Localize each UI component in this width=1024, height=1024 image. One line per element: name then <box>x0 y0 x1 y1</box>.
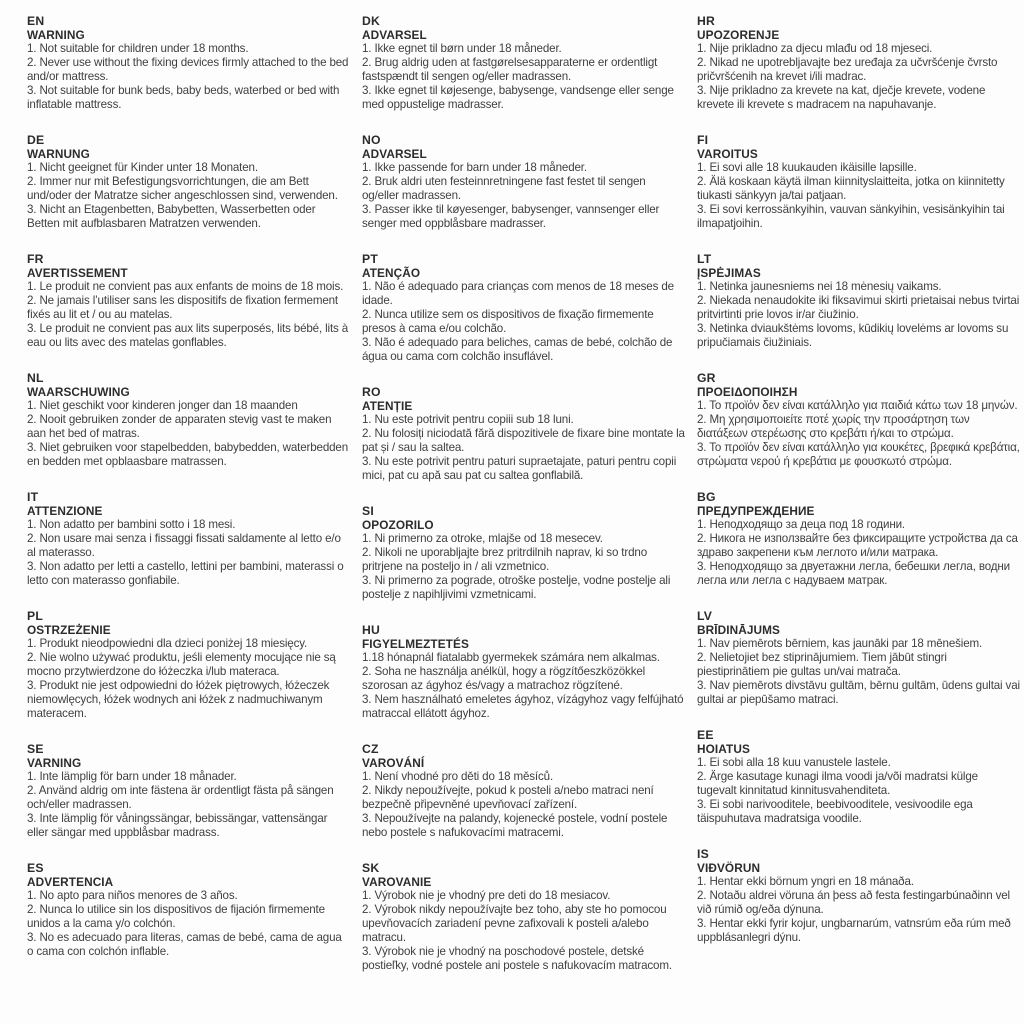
warning-item: 3. Ni primerno za pograde, otroške postelje, vodne postelje ali postelje z napihljivimi vzmetnicami. <box>362 574 671 601</box>
warning-section-ro <box>362 385 685 483</box>
language-code: EN <box>27 14 45 28</box>
warning-item: 3. Ei sobi narivooditele, beebivooditele, vesivoodile ega täispuhutava madratsiga voodile. <box>697 798 973 825</box>
warning-item: 2. Bruk aldri uten festeinnretningene fast festet til sengen og/eller madrassen. <box>362 175 646 202</box>
warning-item: 1. Netinka jaunesniems nei 18 mėnesių vaikams. <box>697 280 942 293</box>
warning-section-dk <box>362 14 685 112</box>
warning-item: 3. Výrobok nie je vhodný na poschodové postele, detské postieľky, vodné postele ani postele s nafukovacím matracom. <box>362 945 672 972</box>
warning-item: 2. Brug aldrig uden at fastgørelsesapparaterne er ordentligt fastspændt til sengen og/eller madrassen. <box>362 56 658 83</box>
warning-item: 1. Nav piemērots bērniem, kas jaunāki par 18 mēnešiem. <box>697 637 983 650</box>
warning-item: 1. Hentar ekki börnum yngri en 18 mánaða. <box>697 875 914 888</box>
columns <box>27 14 1018 1014</box>
warning-item: 1. Niet geschikt voor kinderen jonger dan 18 maanden <box>27 399 298 412</box>
warning-item: 1. Není vhodné pro děti do 18 měsíců. <box>362 770 554 783</box>
warning-item: 1. Não é adequado para crianças com menos de 18 meses de idade. <box>362 280 674 307</box>
language-code: HU <box>362 623 381 637</box>
warning-item: 1. Nu este potrivit pentru copiii sub 18 luni. <box>362 413 574 426</box>
warning-section-gr <box>697 371 1020 469</box>
language-code: HR <box>697 14 716 28</box>
language-code: ES <box>27 861 44 875</box>
warning-item: 3. Nav piemērots divstāvu gultām, bērnu gultām, ūdens gultai vai gultai ar piepūšamo matraci. <box>697 679 1020 706</box>
warning-item: 1. Not suitable for children under 18 months. <box>27 42 249 55</box>
warning-item: 2. Ne jamais l’utiliser sans les dispositifs de fixation fermement fixés au lit et / ou au matelas. <box>27 294 338 321</box>
warning-item: 1. Ei sobi alla 18 kuu vanustele lastele. <box>697 756 891 769</box>
language-code: FR <box>27 252 44 266</box>
warning-item: 3. Неподходящо за двуетажни легла, бебешки легла, водни легла или легла с надуваем матрак. <box>697 560 1010 587</box>
warning-title: WARNUNG <box>27 147 90 161</box>
language-code: IT <box>27 490 39 504</box>
warning-title: VIÐVÖRUN <box>697 861 761 875</box>
warning-title: WARNING <box>27 28 85 42</box>
warning-item: 3. Produkt nie jest odpowiedni do łóżek piętrowych, łóżeczek niemowlęcych, łóżek wodnych ani łóżek z nadmuchiwanym materacem. <box>27 679 330 720</box>
warning-section-en <box>27 14 350 112</box>
warning-item: 2. Använd aldrig om inte fästena är ordentligt fästa på sängen och/eller madrassen. <box>27 784 334 811</box>
warning-item: 2. Μη χρησιμοποιείτε ποτέ χωρίς την προσάρτηση των διατάξεων στερέωσης στο κρεβάτι ή/και το στρώμα. <box>697 413 970 440</box>
warning-item: 1. Le produit ne convient pas aux enfants de moins de 18 mois. <box>27 280 344 293</box>
warning-item: 2. Nie wolno używać produktu, jeśli elementy mocujące nie są mocno przytwierdzone do łóżeczka i/lub materaca. <box>27 651 336 678</box>
warning-item: 2. Niekada nenaudokite iki fiksavimui skirti prietaisai nebus tvirtai pritvirtinti prie lovos ir/ar čiužinio. <box>697 294 1020 321</box>
column-2 <box>362 14 685 1014</box>
warning-item: 2. Nooit gebruiken zonder de apparaten stevig vast te maken aan het bed of matras. <box>27 413 332 440</box>
warning-item: 1. Nije prikladno za djecu mlađu od 18 mjeseci. <box>697 42 933 55</box>
language-code: DE <box>27 133 45 147</box>
warning-item: 3. Nicht an Etagenbetten, Babybetten, Wasserbetten oder Betten mit aufblasbaren Matratzen verwenden. <box>27 203 316 230</box>
language-code: PL <box>27 609 43 623</box>
warning-section-es <box>27 861 350 959</box>
language-code: IS <box>697 847 709 861</box>
language-code: PT <box>362 252 378 266</box>
warning-title: FIGYELMEZTETÉS <box>362 637 469 651</box>
warning-item: 2. Nunca lo utilice sin los dispositivos de fijación firmemente unidos a la cama y/o colchón. <box>27 903 325 930</box>
warning-title: AVERTISSEMENT <box>27 266 128 280</box>
language-code: NO <box>362 133 381 147</box>
language-code: LV <box>697 609 713 623</box>
warning-title: VAROITUS <box>697 147 758 161</box>
warning-title: ADVARSEL <box>362 147 427 161</box>
warning-item: 1. Nicht geeignet für Kinder unter 18 Monaten. <box>27 161 258 174</box>
language-code: EE <box>697 728 714 742</box>
warning-item: 3. Not suitable for bunk beds, baby beds, waterbed or bed with inflatable mattress. <box>27 84 340 111</box>
warning-item: 3. Ei sovi kerrossänkyihin, vauvan sänkyihin, vesisänkyihin tai ilmapatjoihin. <box>697 203 1005 230</box>
warning-section-it <box>27 490 350 588</box>
warning-section-no <box>362 133 685 231</box>
warning-item: 1. Ikke passende for barn under 18 måneder. <box>362 161 587 174</box>
warning-title: BRĪDINĀJUMS <box>697 623 781 637</box>
warning-section-se <box>27 742 350 840</box>
warning-title: HOIATUS <box>697 742 750 756</box>
warning-section-de <box>27 133 350 231</box>
warning-item: 2. Nu folosiți niciodată fără dispozitivele de fixare bine montate la pat și / sau la saltea. <box>362 427 685 454</box>
warning-title: VARNING <box>27 756 82 770</box>
warning-item: 2. Never use without the fixing devices firmly attached to the bed and/or mattress. <box>27 56 349 83</box>
column-3 <box>697 14 1020 1014</box>
warning-item: 3. Não é adequado para beliches, camas de bebé, colchão de água ou cama com colchão insuflável. <box>362 336 673 363</box>
warning-title: ATENȚIE <box>362 399 413 413</box>
warning-item: 1. Ei sovi alle 18 kuukauden ikäisille lapsille. <box>697 161 917 174</box>
warning-title: ADVERTENCIA <box>27 875 114 889</box>
language-code: GR <box>697 371 716 385</box>
warning-item: 2. Notaðu aldrei vöruna án þess að festa festingarbúnaðinn vel við rúmið og/eða dýnuna. <box>697 889 1010 916</box>
language-code: DK <box>362 14 381 28</box>
warning-item: 1.18 hónapnál fiatalabb gyermekek számára nem alkalmas. <box>362 651 660 664</box>
warning-section-pt <box>362 252 685 364</box>
language-code: LT <box>697 252 712 266</box>
warning-section-nl <box>27 371 350 469</box>
warning-section-lv <box>697 609 1020 707</box>
warning-item: 2. Ärge kasutage kunagi ilma voodi ja/või madratsi külge tugevalt kinnitatud kinnitusvahenditeta. <box>697 770 978 797</box>
warning-section-fi <box>697 133 1020 231</box>
warning-section-hu <box>362 623 685 721</box>
warning-section-pl <box>27 609 350 721</box>
language-code: SI <box>362 504 374 518</box>
warning-title: ATTENZIONE <box>27 504 103 518</box>
warning-item: 1. Non adatto per bambini sotto i 18 mesi. <box>27 518 236 531</box>
warning-title: ΠΡΟΕΙΔΟΠΟΙΗΣΗ <box>697 385 798 399</box>
warning-item: 1. Výrobok nie je vhodný pre deti do 18 mesiacov. <box>362 889 611 902</box>
warning-item: 1. Το προϊόν δεν είναι κατάλληλο για παιδιά κάτω των 18 μηνών. <box>697 399 1018 412</box>
warning-item: 3. Niet gebruiken voor stapelbedden, babybedden, waterbedden en bedden met opblaasbare matrassen. <box>27 441 349 468</box>
warning-item: 3. Passer ikke til køyesenger, babysenger, vannsenger eller senger med oppblåsbare madrasser. <box>362 203 660 230</box>
warning-item: 3. Netinka dviaukštėms lovoms, kūdikių lovelėms ar lovoms su pripučiamais čiužiniais. <box>697 322 1009 349</box>
warning-title: UPOZORENJE <box>697 28 780 42</box>
warning-item: 2. Soha ne használja anélkül, hogy a rögzítőeszközökkel szorosan az ágyhoz és/vagy a matrachoz rögzítené. <box>362 665 646 692</box>
warning-item: 3. No es adecuado para literas, camas de bebé, cama de agua o cama con colchón inflable. <box>27 931 342 958</box>
warning-item: 2. Výrobok nikdy nepoužívajte bez toho, aby ste ho pomocou upevňovacích zariadení pevne zafixovali k posteli a/alebo matracu. <box>362 903 667 944</box>
warning-section-lt <box>697 252 1020 350</box>
warning-item: 3. Nepoužívejte na palandy, kojenecké postele, vodní postele nebo postele s nafukovacími matracemi. <box>362 812 668 839</box>
language-code: FI <box>697 133 709 147</box>
warning-item: 2. Älä koskaan käytä ilman kiinnityslaitteita, jotka on kiinnitetty tiukasti sänkyyn ja/tai patjaan. <box>697 175 1005 202</box>
warning-item: 2. Nikoli ne uporabljajte brez pritrdilnih naprav, ki so trdno pritrjene na posteljo in / ali vzmetnico. <box>362 546 647 573</box>
warning-item: 2. Nelietojiet bez stiprinājumiem. Tiem jābūt stingri piestiprinātiem pie gultas un/vai matrača. <box>697 651 947 678</box>
warning-section-is <box>697 847 1020 945</box>
warning-section-sk <box>362 861 685 973</box>
warning-item: 2. Non usare mai senza i fissaggi fissati saldamente al letto e/o al materasso. <box>27 532 341 559</box>
warning-section-fr <box>27 252 350 350</box>
warning-item: 3. Le produit ne convient pas aux lits superposés, lits bébé, lits à eau ou lits avec des matelas gonflables. <box>27 322 349 349</box>
warning-title: WAARSCHUWING <box>27 385 130 399</box>
warning-item: 2. Nikad ne upotrebljavajte bez uređaja za učvršćenje čvrsto pričvršćenih na krevet i/ili madrac. <box>697 56 998 83</box>
language-code: CZ <box>362 742 379 756</box>
warning-item: 2. Nikdy nepoužívejte, pokud k posteli a/nebo matraci není bezpečně připevněné upevňovací zařízení. <box>362 784 654 811</box>
warning-item: 1. Ni primerno za otroke, mlajše od 18 mesecev. <box>362 532 603 545</box>
warning-item: 3. Nem használható emeletes ágyhoz, vízágyhoz vagy felfújható matraccal ellátott ágyhoz. <box>362 693 684 720</box>
warning-item: 1. Produkt nieodpowiedni dla dzieci poniżej 18 miesięcy. <box>27 637 308 650</box>
column-1 <box>27 14 350 1014</box>
warning-title: ПРЕДУПРЕЖДЕНИЕ <box>697 504 815 518</box>
warning-item: 3. Non adatto per letti a castello, lettini per bambini, materassi o letto con materasso gonfiabile. <box>27 560 344 587</box>
warning-item: 3. Inte lämplig för våningssängar, bebissängar, vattensängar eller sängar med uppblåsbar madrass. <box>27 812 328 839</box>
warning-section-si <box>362 504 685 602</box>
warning-title: VAROVÁNÍ <box>362 756 425 770</box>
warning-title: OSTRZEŻENIE <box>27 623 111 637</box>
language-code: SK <box>362 861 380 875</box>
warning-title: ĮSPĖJIMAS <box>697 266 761 280</box>
warning-item: 2. Никога не използвайте без фиксиращите устройства да са здраво закрепени към леглото и/или матрака. <box>697 532 1018 559</box>
warning-section-ee <box>697 728 1020 826</box>
warning-title: OPOZORILO <box>362 518 434 532</box>
warning-section-bg <box>697 490 1020 588</box>
warning-item: 1. Неподходящо за деца под 18 години. <box>697 518 905 531</box>
warning-item: 2. Nunca utilize sem os dispositivos de fixação firmemente presos à cama e/ou colchão. <box>362 308 654 335</box>
warning-item: 3. Το προϊόν δεν είναι κατάλληλο για κουκέτες, βρεφικά κρεβάτια, στρώματα νερού ή κρεβάτια με φουσκωτό στρώμα. <box>697 441 1020 468</box>
warning-title: VAROVANIE <box>362 875 432 889</box>
warning-item: 3. Nije prikladno za krevete na kat, dječje krevete, vodene krevete ili krevete s madracem na napuhavanje. <box>697 84 986 111</box>
warning-section-hr <box>697 14 1020 112</box>
warning-section-cz <box>362 742 685 840</box>
warning-item: 3. Hentar ekki fyrir kojur, ungbarnarúm, vatnsrúm eða rúm með uppblásanlegri dýnu. <box>697 917 1011 944</box>
language-code: RO <box>362 385 381 399</box>
warning-title: ADVARSEL <box>362 28 427 42</box>
warning-item: 2. Immer nur mit Befestigungsvorrichtungen, die am Bett und/oder der Matratze sicher angeschlossen sind, verwenden. <box>27 175 338 202</box>
warning-item: 1. No apto para niños menores de 3 años. <box>27 889 238 902</box>
language-code: BG <box>697 490 716 504</box>
language-code: NL <box>27 371 44 385</box>
warning-item: 3. Ikke egnet til køjesenge, babysenge, vandsenge eller senge med oppustelige madrasser. <box>362 84 674 111</box>
warning-item: 1. Inte lämplig för barn under 18 månader. <box>27 770 237 783</box>
warning-title: ATENÇÃO <box>362 266 421 280</box>
warning-item: 1. Ikke egnet til børn under 18 måneder. <box>362 42 562 55</box>
warning-item: 3. Nu este potrivit pentru paturi supraetajate, paturi pentru copii mici, pat cu apă sau pat cu saltea gonflabilă. <box>362 455 677 482</box>
language-code: SE <box>27 742 44 756</box>
